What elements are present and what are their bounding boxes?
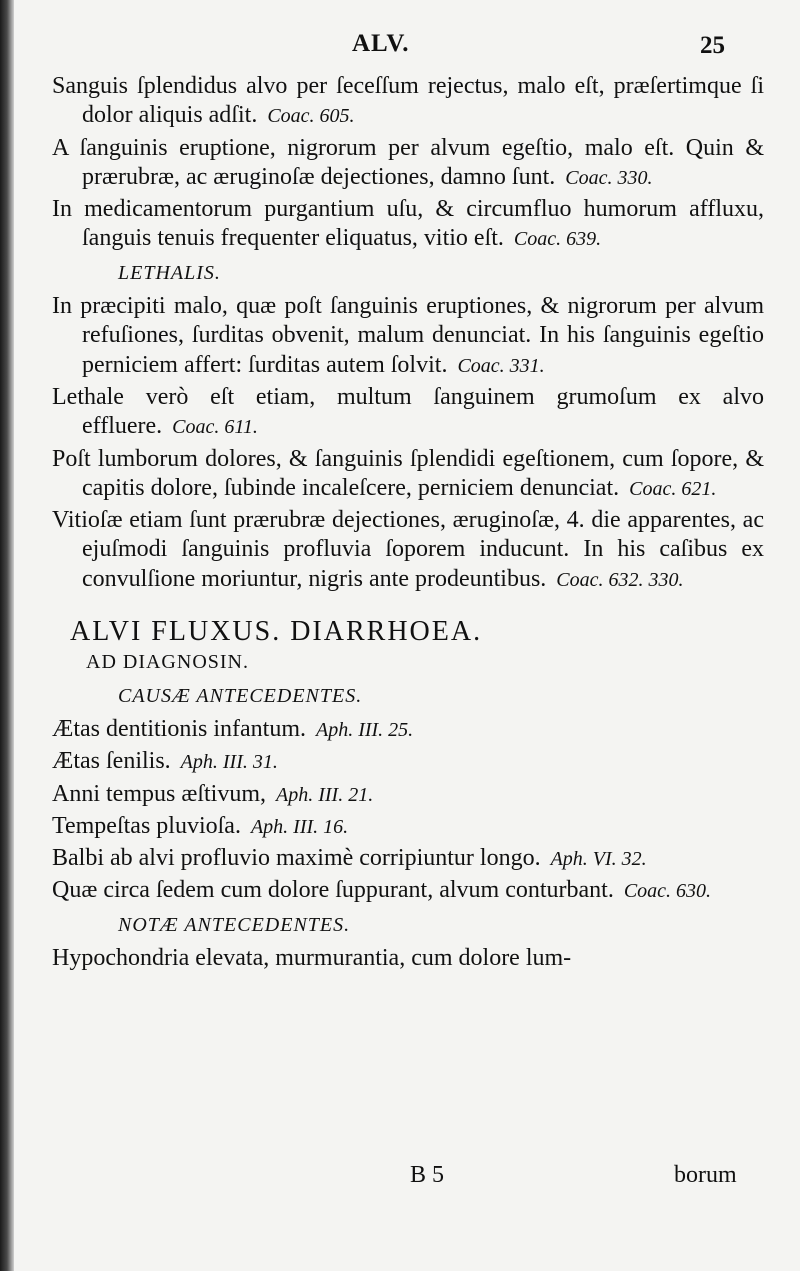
entry-text: Quæ circa ſedem cum dolore ſuppurant, alvum conturbant. [52,877,614,904]
page-number: 25 [700,32,725,59]
entry [52,292,764,381]
citation: Coac. 632. 330. [556,568,684,591]
entry [52,780,764,810]
citation: Coac. 621. [629,477,717,500]
entry-text: In præcipiti malo, quæ poſt ſanguinis eruptiones, & nigrorum per alvum refuſiones, ſurditas obvenit, malum denunciat. In his ſanguinis egeſtio perniciem affert: ſurditas autem ſolvit. [52,293,764,378]
block-3 [52,715,764,907]
citation: Aph. III. 21. [276,783,374,806]
running-title: ALV. [352,30,410,57]
block-2 [52,292,764,595]
page-body [52,72,764,975]
citation: Aph. III. 31. [180,751,278,774]
entry [52,812,764,842]
subheading-causae: CAUSÆ ANTECEDENTES. [118,684,363,707]
block-1 [52,72,764,255]
entry [52,715,764,745]
subheading-lethalis: LETHALIS. [118,261,221,284]
citation: Coac. 331. [457,354,545,377]
entry-text: Poſt lumborum dolores, & ſanguinis ſplendidi egeſtionem, cum ſopore, & capitis dolore, ſubinde incaleſcere, perniciem denunciat. [52,445,764,501]
last-line: Hypochondria elevata, murmurantia, cum dolore lum- [52,945,572,972]
entry [52,445,764,505]
entry [52,506,764,595]
page-edge-shadow [0,0,14,1271]
entry [52,876,764,906]
subheading-notae: NOTÆ ANTECEDENTES. [118,913,351,936]
entry-text: Ætas ſenilis. [52,748,171,775]
entry [52,747,764,777]
entry-text: Vitioſæ etiam ſunt prærubræ dejectiones, æruginoſæ, 4. die apparentes, ac ejuſmodi ſanguinis profluvia ſoporem inducunt. In his caſibus ex convulſione moriuntur, nigris ante prodeuntibus. [52,507,764,592]
citation: Coac. 630. [623,880,712,903]
entry [52,844,764,874]
entry-text: Anni tempus æſtivum, [52,780,267,807]
page-footer [0,1162,800,1192]
entry-text: Balbi ab alvi profluvio maximè corripiuntur longo. [52,845,541,872]
entry-text: Ætas dentitionis infantum. [52,715,306,742]
citation: Aph. VI. 32. [550,848,647,871]
entry-text: In medicamentorum purgantium uſu, & circumfluo humorum affluxu, ſanguis tenuis frequenter eliquatus, vitio eſt. [52,196,764,252]
entry-text: Tempeſtas pluvioſa. [52,812,241,839]
citation: Aph. III. 16. [250,815,349,838]
signature-mark: B 5 [410,1162,445,1188]
entry-text: Lethale verò eſt etiam, multum ſanguinem grumoſum ex alvo effluere. [52,383,764,440]
entry-text: Sanguis ſplendidus alvo per ſeceſſum rejectus, malo eſt, præſertimque ſi dolor aliquis adſit. [52,73,764,129]
entry [52,72,764,132]
entry [52,383,764,443]
citation: Coac. 611. [172,416,258,439]
section-title: ALVI FLUXUS. DIARRHOEA. [70,616,483,648]
entry [52,195,764,255]
running-head [0,30,800,60]
citation: Coac. 330. [565,166,653,189]
citation: Coac. 639. [513,228,602,251]
catchword: borum [674,1162,737,1188]
citation: Coac. 605. [267,105,355,128]
citation: Aph. III. 25. [315,718,414,741]
entry-text: A ſanguinis eruptione, nigrorum per alvum egeſtio, malo eſt. Quin & prærubræ, ac æruginoſæ dejectiones, damno ſunt. [52,134,764,190]
subheading-diagnosis: AD DIAGNOSIN. [86,651,249,674]
entry [52,134,764,194]
